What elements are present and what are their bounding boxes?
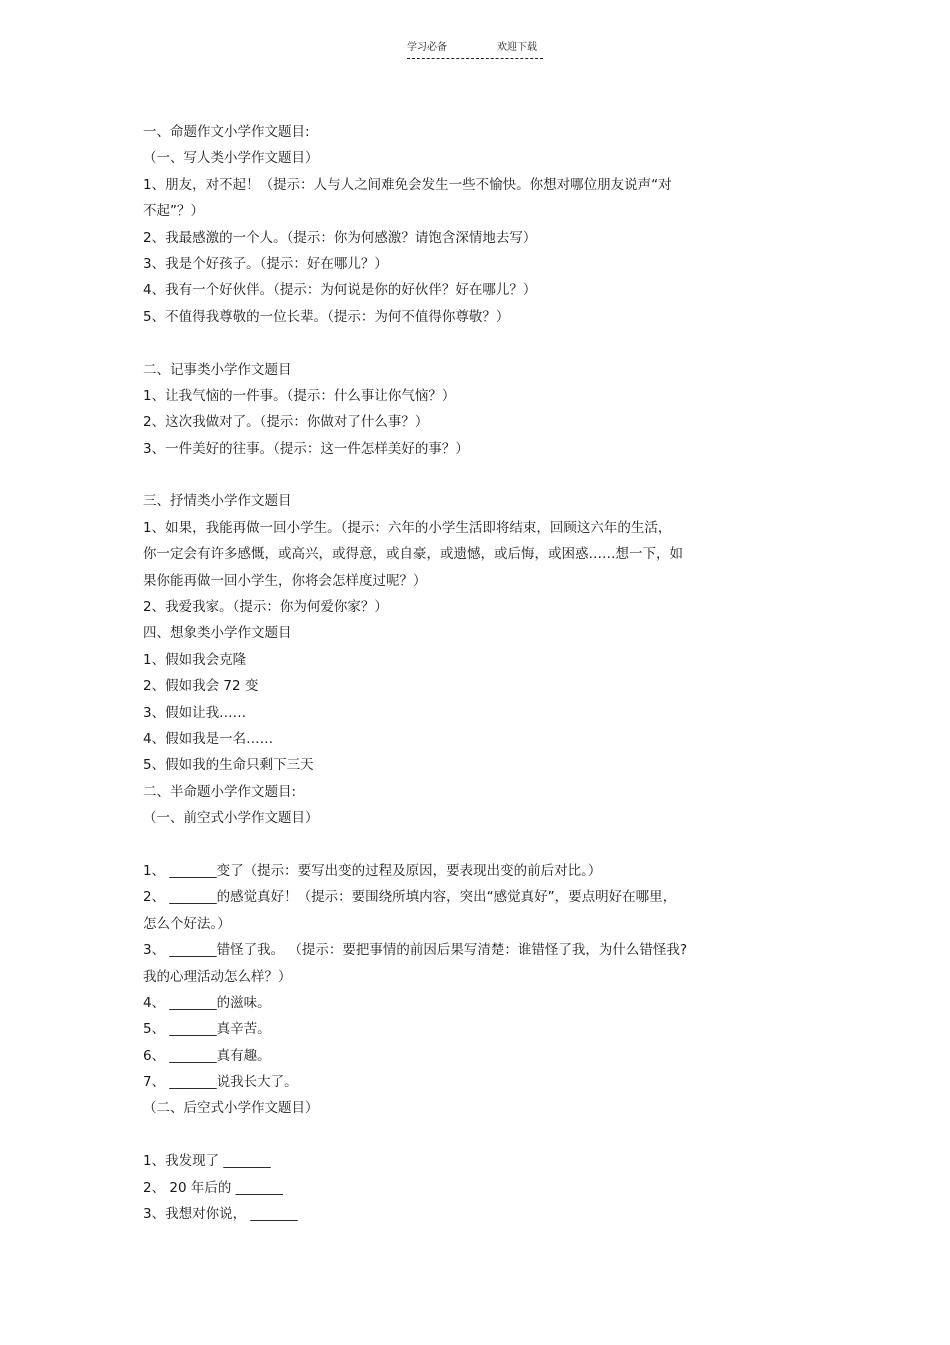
text-line: 2、我最感激的一个人。（提示：你为何感激？请饱含深情地去写）	[143, 229, 537, 246]
text-line: 3、我是个好孩子。（提示：好在哪儿？）	[143, 255, 388, 272]
text-line: 4、我有一个好伙伴。（提示：为何说是你的好伙伴？好在哪儿？）	[143, 282, 537, 299]
text-line: 3、一件美好的往事。（提示：这一件怎样美好的事？）	[143, 440, 469, 457]
text-line: 3、我想对你说， _______	[143, 1206, 298, 1223]
text-line: 3、假如让我……	[143, 704, 247, 721]
text-line: 1、如果，我能再做一回小学生。（提示：六年的小学生活即将结束，回顾这六年的生活，	[143, 519, 672, 536]
text-line: 4、假如我是一名……	[143, 730, 274, 747]
text-line: 1、假如我会克隆	[143, 651, 247, 668]
header-left-text: 学习必备	[407, 42, 447, 53]
text-line: （一、前空式小学作文题目）	[143, 810, 319, 827]
text-line: 2、 _______的感觉真好！（提示：要围绕所填内容，突出“感觉真好”，要点明好在哪里，	[143, 889, 677, 906]
text-line: 5、 _______真辛苦。	[143, 1021, 271, 1038]
text-line: 1、我发现了 _______	[143, 1153, 271, 1170]
text-line: 怎么个好法。）	[143, 915, 231, 932]
text-line: 1、朋友，对不起！（提示：人与人之间难免会发生一些不愉快。你想对哪位朋友说声“对	[143, 176, 672, 193]
text-line: 三、抒情类小学作文题目	[143, 493, 292, 510]
text-line: （二、后空式小学作文题目）	[143, 1100, 319, 1117]
text-line: 不起”？）	[143, 203, 204, 220]
text-line: 二、半命题小学作文题目:	[143, 783, 297, 800]
text-line: 5、假如我的生命只剩下三天	[143, 757, 314, 774]
document-body	[143, 119, 763, 1227]
text-line: 1、让我气恼的一件事。（提示：什么事让你气恼？）	[143, 387, 456, 404]
text-line: 5、不值得我尊敬的一位长辈。（提示：为何不值得你尊敬？）	[143, 308, 510, 325]
blank-line	[143, 462, 763, 488]
blank-line	[143, 1122, 763, 1148]
text-line: 你一定会有许多感慨，或高兴，或得意，或自豪，或遗憾，或后悔，或困惑……想一下，如	[143, 546, 683, 563]
text-line: 4、 _______的滋味。	[143, 994, 271, 1011]
text-line: 二、记事类小学作文题目	[143, 361, 292, 378]
blank-line	[143, 832, 763, 858]
text-line: 2、假如我会 72 变	[143, 678, 259, 695]
text-line: 2、 20 年后的 _______	[143, 1179, 283, 1196]
text-line: 一、命题作文小学作文题目:	[143, 124, 310, 140]
text-line: 2、我爱我家。（提示：你为何爱你家？）	[143, 599, 388, 616]
blank-line	[143, 330, 763, 356]
text-line: 7、 _______说我长大了。	[143, 1074, 298, 1091]
text-line: 3、 _______错怪了我。 （提示：要把事情的前因后果写清楚：谁错怪了我，为什么错怪我?	[143, 942, 688, 959]
text-line: 四、想象类小学作文题目	[143, 625, 292, 642]
header-right-text: 欢迎下载	[497, 42, 537, 53]
text-line: 我的心理活动怎么样？）	[143, 968, 292, 985]
text-line: 2、这次我做对了。（提示：你做对了什么事？）	[143, 414, 429, 431]
text-line: （一、写人类小学作文题目）	[143, 150, 319, 167]
text-line: 1、 _______变了（提示：要写出变的过程及原因，要表现出变的前后对比。）	[143, 862, 602, 879]
text-line: 果你能再做一回小学生，你将会怎样度过呢？）	[143, 572, 427, 589]
page-header	[407, 38, 543, 59]
text-line: 6、 _______真有趣。	[143, 1047, 271, 1064]
